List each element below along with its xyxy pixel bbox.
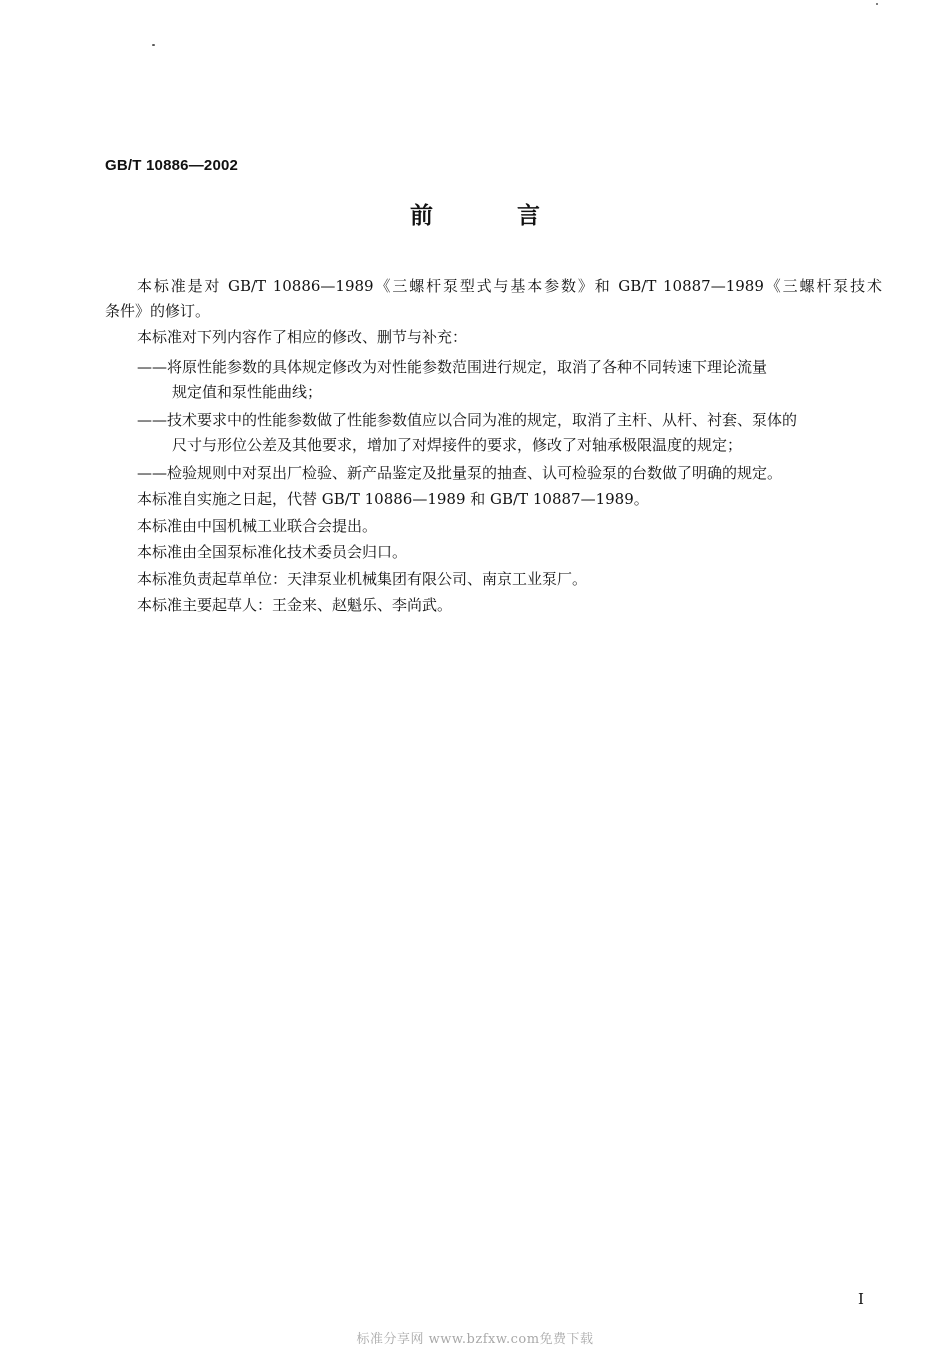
- paragraph-changes-intro: 本标准对下列内容作了相应的修改、删节与补充：: [137, 328, 468, 346]
- paragraph-replaces: 本标准自实施之日起，代替 GB/T 10886—1989 和 GB/T 10887—1989。: [137, 490, 649, 508]
- list-item-technical-line2: 尺寸与形位公差及其他要求，增加了对焊接件的要求，修改了对轴承极限温度的规定；: [172, 436, 743, 454]
- list-item-performance-line1: ——将原性能参数的具体规定修改为对性能参数范围进行规定，取消了各种不同转速下理论流量: [137, 358, 768, 376]
- list-item-technical-line1: ——技术要求中的性能参数做了性能参数值应以合同为准的规定，取消了主杆、从杆、衬套、泵体的: [137, 411, 798, 429]
- paragraph-proposed-by: 本标准由中国机械工业联合会提出。: [137, 517, 378, 535]
- page-title: 前 言: [409, 203, 578, 229]
- paragraph-revision-line2: 条件》的修订。: [105, 302, 211, 320]
- scan-speck: [876, 3, 878, 5]
- scan-speck: [152, 44, 155, 46]
- page-number: I: [858, 1290, 864, 1308]
- standard-code: GB/T 10886—2002: [105, 157, 239, 174]
- list-item-inspection: ——检验规则中对泵出厂检验、新产品鉴定及批量泵的抽查、认可检验泵的台数做了明确的规定。: [137, 464, 783, 482]
- watermark-text: 标准分享网 www.bzfxw.com免费下载: [356, 1332, 594, 1347]
- paragraph-centralized-by: 本标准由全国泵标准化技术委员会归口。: [137, 543, 408, 561]
- list-item-performance-line2: 规定值和泵性能曲线；: [172, 383, 323, 401]
- paragraph-revision-line1: 本标准是对 GB/T 10886—1989《三螺杆泵型式与基本参数》和 GB/T 10887—1989《三螺杆泵技术: [137, 277, 882, 295]
- paragraph-drafting-units: 本标准负责起草单位：天津泵业机械集团有限公司、南京工业泵厂。: [137, 570, 588, 588]
- paragraph-drafters: 本标准主要起草人：王金来、赵魁乐、李尚武。: [137, 596, 453, 614]
